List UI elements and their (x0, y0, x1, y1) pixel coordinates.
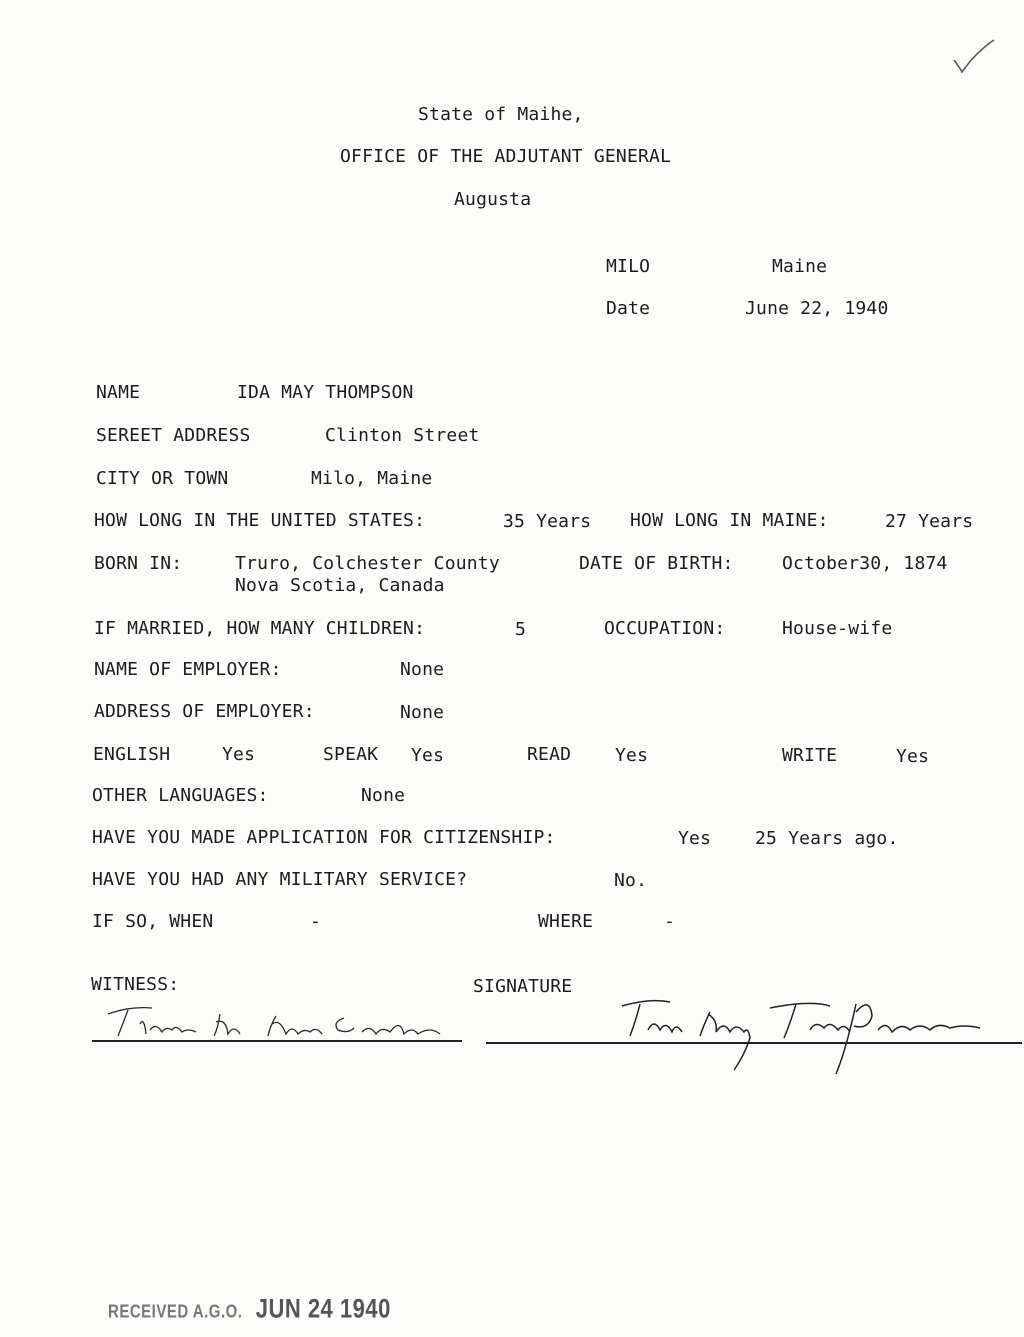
read-value: Yes (615, 745, 649, 766)
header-state: State of Maihe, (418, 104, 584, 125)
us-duration-label: HOW LONG IN THE UNITED STATES: (94, 510, 426, 531)
city-label: CITY OR TOWN (96, 468, 229, 489)
applicant-signature (620, 990, 1000, 1080)
citizenship-label: HAVE YOU MADE APPLICATION FOR CITIZENSHIP: (92, 827, 556, 848)
when-value: - (310, 911, 322, 932)
english-label: ENGLISH (93, 744, 171, 765)
city-value: Milo, Maine (311, 468, 433, 489)
witness-label: WITNESS: (91, 974, 180, 995)
english-value: Yes (222, 744, 256, 765)
children-value: 5 (515, 619, 527, 640)
employer-address-value: None (400, 702, 445, 723)
citizenship-value: Yes (678, 828, 712, 849)
date-value: June 22, 1940 (745, 298, 889, 319)
witness-signature (100, 1000, 460, 1044)
name-label: NAME (96, 382, 141, 403)
received-stamp-text: RECEIVED A.G.O. (108, 1301, 243, 1323)
occupation-label: OCCUPATION: (604, 618, 726, 639)
write-value: Yes (896, 746, 930, 767)
location-state: Maine (772, 256, 828, 277)
write-label: WRITE (782, 745, 838, 766)
military-label: HAVE YOU HAD ANY MILITARY SERVICE? (92, 869, 468, 890)
read-label: READ (527, 744, 572, 765)
employer-name-value: None (400, 659, 445, 680)
other-languages-value: None (361, 785, 406, 806)
us-duration-value: 35 Years (503, 511, 592, 532)
name-value: IDA MAY THOMPSON (237, 382, 414, 403)
occupation-value: House-wife (782, 618, 893, 639)
signature-label: SIGNATURE (473, 976, 573, 997)
speak-value: Yes (411, 745, 445, 766)
children-label: IF MARRIED, HOW MANY CHILDREN: (94, 618, 426, 639)
when-label: IF SO, WHEN (92, 911, 214, 932)
received-stamp (108, 1293, 391, 1324)
dob-value: October30, 1874 (782, 553, 948, 574)
header-city: Augusta (454, 189, 532, 210)
where-label: WHERE (538, 911, 594, 932)
header-office: OFFICE OF THE ADJUTANT GENERAL (340, 146, 672, 167)
witness-line (92, 1040, 462, 1042)
born-in-value-line2: Nova Scotia, Canada (235, 575, 445, 596)
dob-label: DATE OF BIRTH: (579, 553, 734, 574)
location-town: MILO (606, 256, 651, 277)
date-label: Date (606, 298, 651, 319)
born-in-value-line1: Truro, Colchester County (235, 553, 500, 574)
speak-label: SPEAK (323, 744, 379, 765)
military-value: No. (614, 870, 648, 891)
born-in-label: BORN IN: (94, 553, 183, 574)
maine-duration-value: 27 Years (885, 511, 974, 532)
street-value: Clinton Street (325, 425, 480, 446)
received-stamp-date: JUN 24 1940 (255, 1293, 391, 1324)
where-value: - (664, 911, 676, 932)
signature-line (486, 1042, 1022, 1044)
citizenship-detail: 25 Years ago. (755, 828, 899, 849)
employer-address-label: ADDRESS OF EMPLOYER: (94, 701, 315, 722)
other-languages-label: OTHER LANGUAGES: (92, 785, 269, 806)
maine-duration-label: HOW LONG IN MAINE: (630, 510, 829, 531)
street-label: SEREET ADDRESS (96, 425, 251, 446)
checkmark-icon (950, 38, 1000, 78)
employer-name-label: NAME OF EMPLOYER: (94, 659, 282, 680)
